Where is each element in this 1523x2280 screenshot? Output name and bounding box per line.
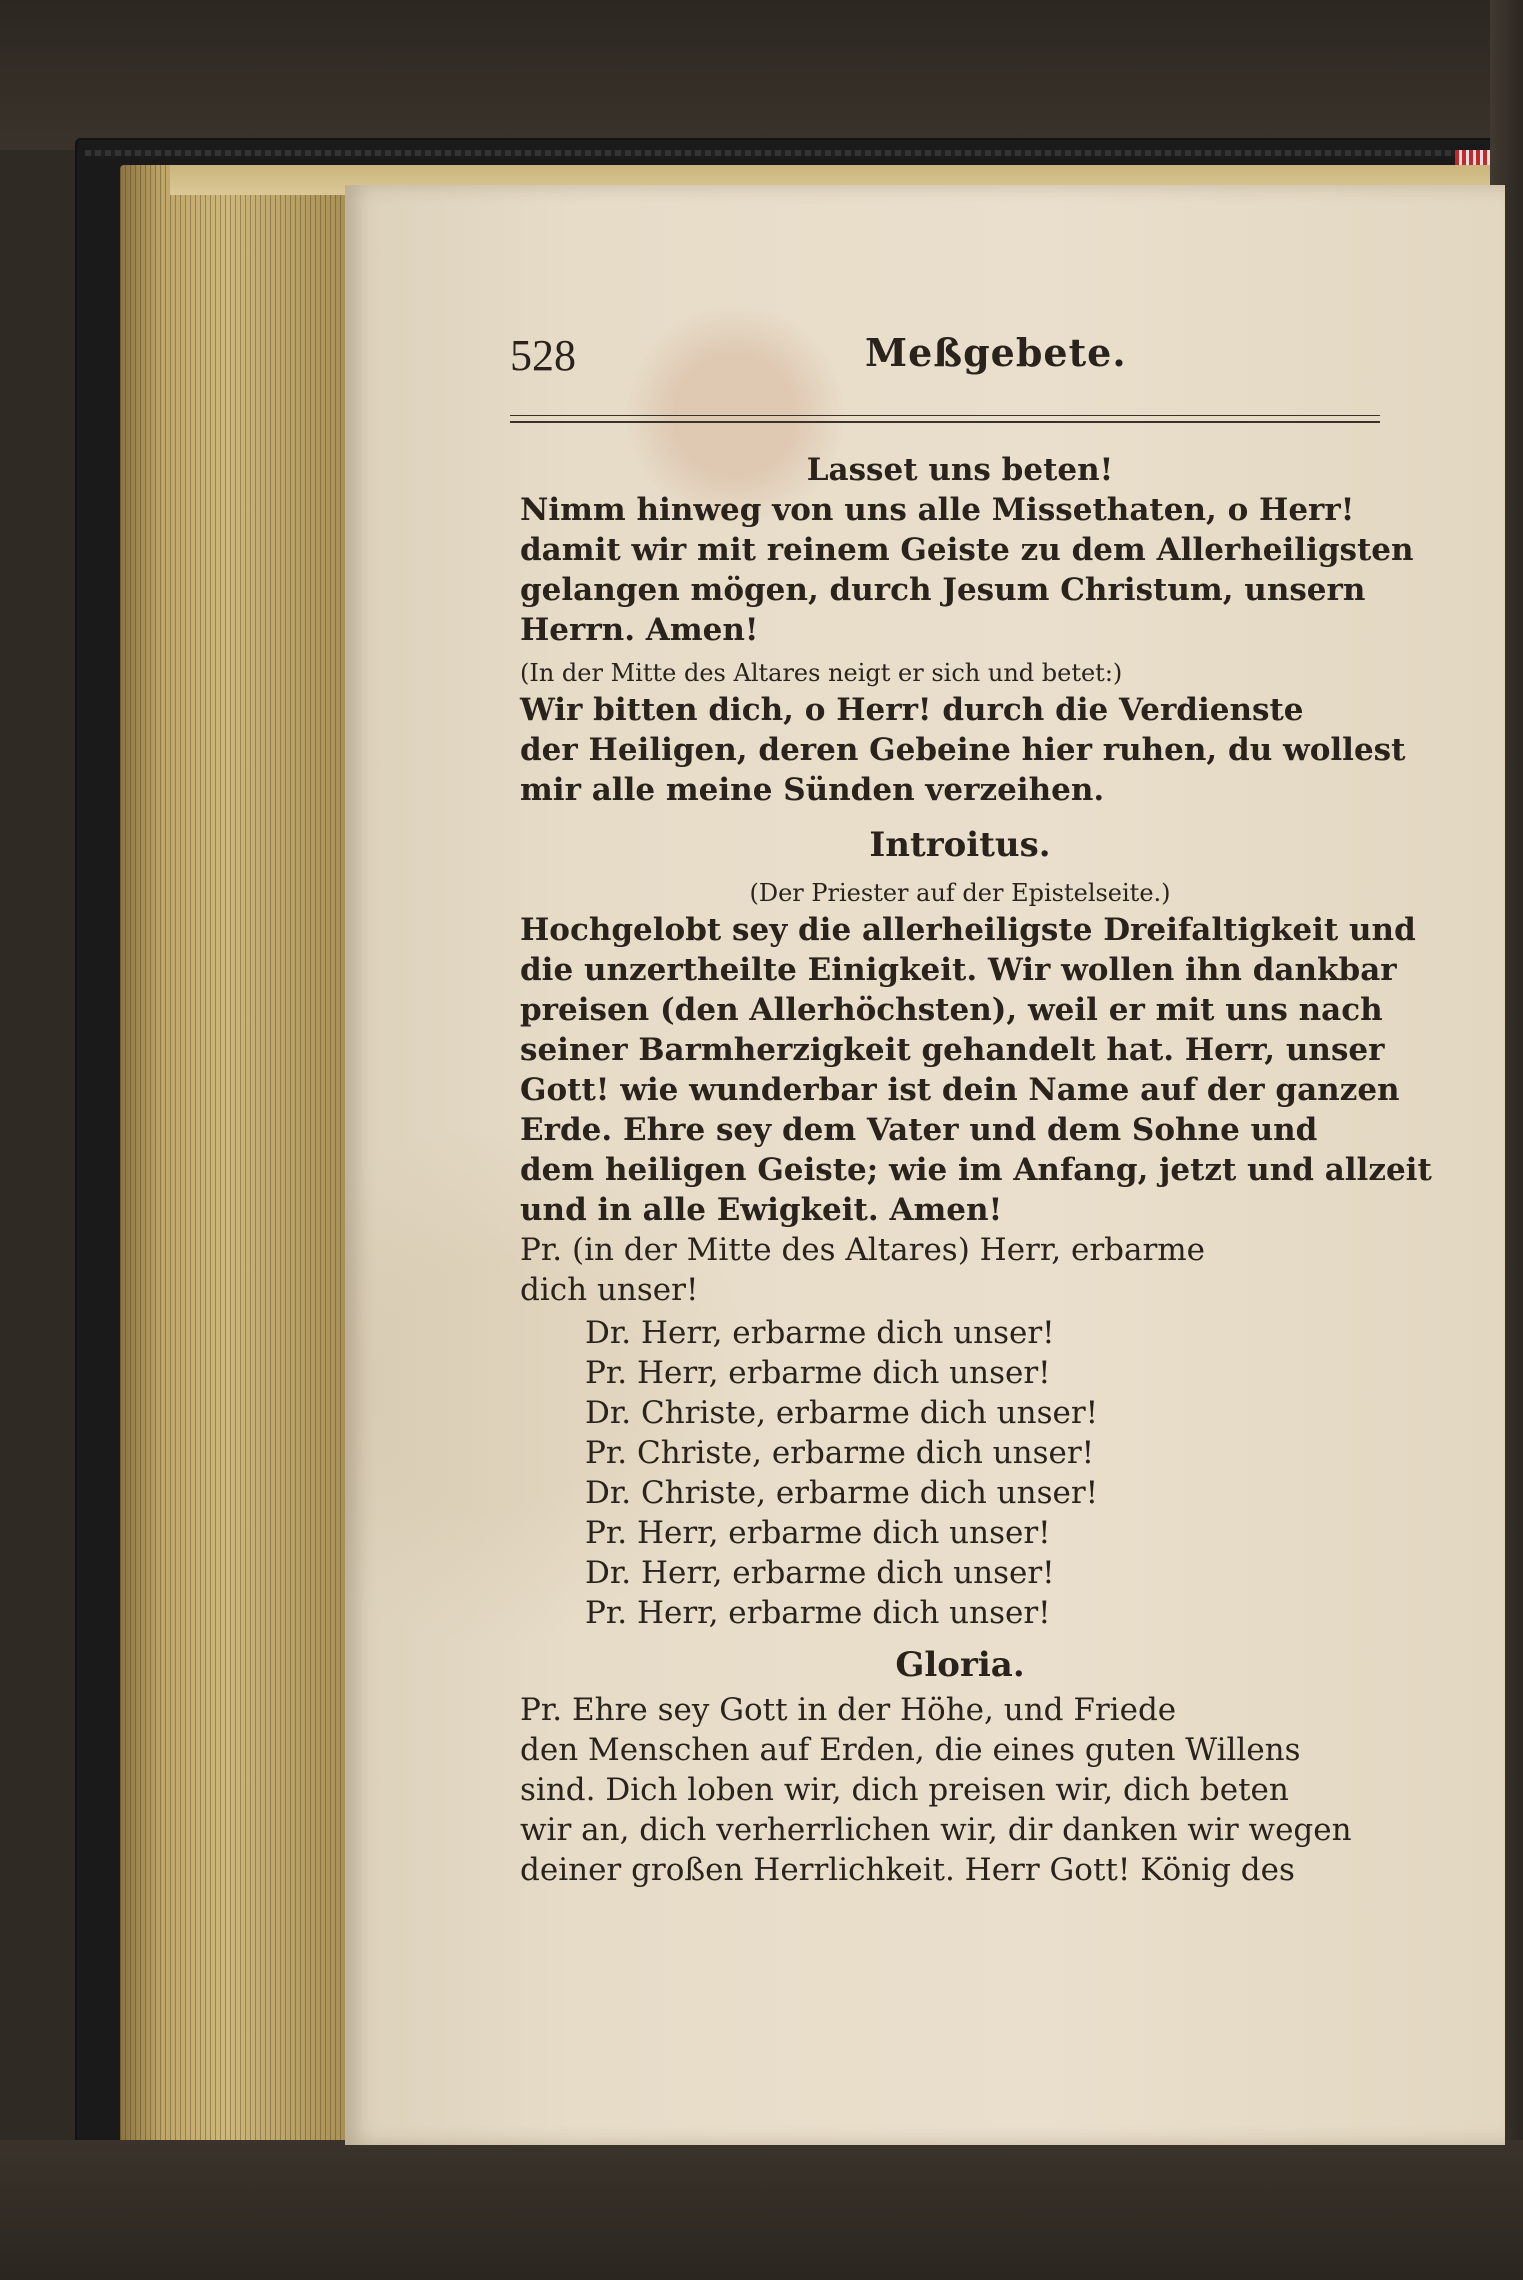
- response-line: Dr. Christe, erbarme dich unser!: [585, 1395, 1099, 1431]
- text-line: Pr. Ehre sey Gott in der Höhe, und Friede: [520, 1692, 1177, 1728]
- text-line: sind. Dich loben wir, dich preisen wir, dich beten: [520, 1772, 1289, 1808]
- page-number: 528: [510, 331, 576, 380]
- running-head: Meßgebete.: [865, 330, 1127, 375]
- text-line: Wir bitten dich, o Herr! durch die Verdienste: [520, 692, 1304, 728]
- text-line: wir an, dich verherrlichen wir, dir danken wir wegen: [520, 1812, 1352, 1848]
- text-line: mir alle meine Sünden verzeihen.: [520, 772, 1105, 808]
- text-line: seiner Barmherzigkeit gehandelt hat. Herr, unser: [520, 1032, 1385, 1068]
- text-line: Hochgelobt sey die allerheiligste Dreifaltigkeit und: [520, 912, 1416, 948]
- text-line: der Heiligen, deren Gebeine hier ruhen, du wollest: [520, 732, 1406, 768]
- rubric-line: (In der Mitte des Altares neigt er sich und betet:): [520, 659, 1123, 687]
- response-line: Dr. Herr, erbarme dich unser!: [585, 1315, 1055, 1351]
- cover-edge: [85, 150, 1510, 156]
- response-line: Pr. Herr, erbarme dich unser!: [585, 1355, 1051, 1391]
- text-line: deiner großen Herrlichkeit. Herr Gott! König des: [520, 1852, 1295, 1888]
- text-line: Herrn. Amen!: [520, 612, 759, 648]
- text-line: preisen (den Allerhöchsten), weil er mit uns nach: [520, 992, 1383, 1028]
- rubric-line: (Der Priester auf der Epistelseite.): [749, 879, 1171, 907]
- response-line: Dr. Herr, erbarme dich unser!: [585, 1555, 1055, 1591]
- text-line: Gott! wie wunderbar ist dein Name auf der ganzen: [520, 1072, 1400, 1108]
- response-line: Pr. Herr, erbarme dich unser!: [585, 1595, 1051, 1631]
- text-line: dich unser!: [520, 1272, 699, 1308]
- text-line: Erde. Ehre sey dem Vater und dem Sohne und: [520, 1112, 1318, 1148]
- response-line: Pr. Herr, erbarme dich unser!: [585, 1515, 1051, 1551]
- response-line: Dr. Christe, erbarme dich unser!: [585, 1475, 1099, 1511]
- text-line: gelangen mögen, durch Jesum Christum, unsern: [520, 572, 1366, 608]
- book-page: [345, 185, 1505, 2145]
- header-rule: [510, 415, 1380, 423]
- background-top: [0, 0, 1523, 150]
- text-line: Nimm hinweg von uns alle Missethaten, o Herr!: [520, 492, 1355, 528]
- section-heading-introitus: Introitus.: [869, 825, 1051, 865]
- text-line: und in alle Ewigkeit. Amen!: [520, 1192, 1003, 1228]
- text-line: den Menschen auf Erden, die eines guten Willens: [520, 1732, 1301, 1768]
- text-line: Lasset uns beten!: [806, 452, 1114, 488]
- text-line: die unzertheilte Einigkeit. Wir wollen ihn dankbar: [520, 952, 1397, 988]
- text-line: damit wir mit reinem Geiste zu dem Allerheiligsten: [520, 532, 1414, 568]
- section-heading-gloria: Gloria.: [895, 1645, 1025, 1685]
- text-line: dem heiligen Geiste; wie im Anfang, jetzt und allzeit: [520, 1152, 1432, 1188]
- text-line: Pr. (in der Mitte des Altares) Herr, erbarme: [520, 1232, 1206, 1268]
- response-line: Pr. Christe, erbarme dich unser!: [585, 1435, 1095, 1471]
- background-bottom: [0, 2140, 1523, 2280]
- page-content: [345, 185, 1505, 2145]
- gilded-page-edges: [120, 165, 360, 2145]
